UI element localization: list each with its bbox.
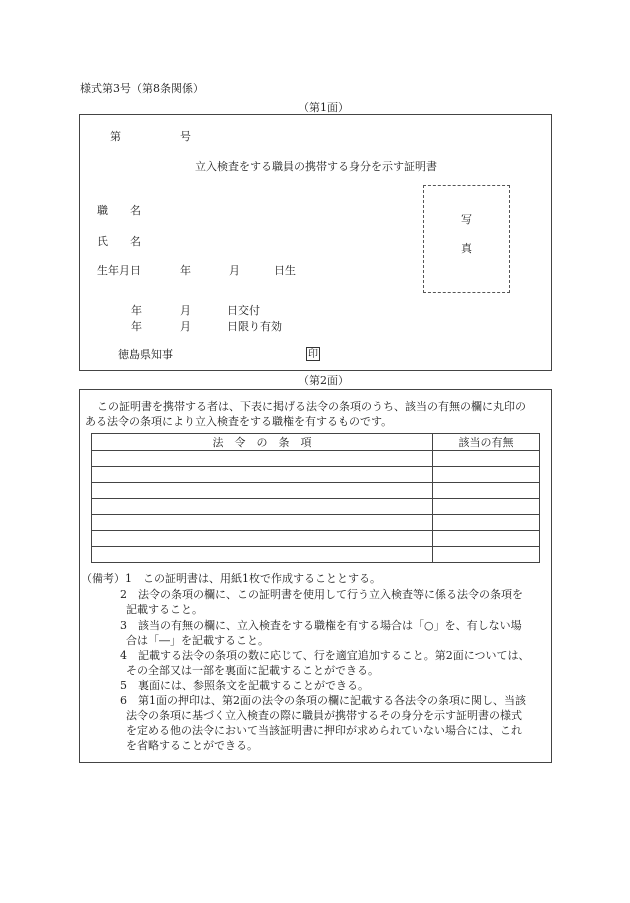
table-row (92, 547, 540, 563)
name-label: 氏 名 (97, 235, 141, 248)
valid-year: 年 (131, 320, 142, 333)
issue-year: 年 (131, 304, 142, 317)
valid-month: 月 (180, 320, 191, 333)
note-line: 記載すること。 (126, 603, 203, 616)
issue-day: 日交付 (227, 304, 260, 317)
applicability-cell (433, 531, 540, 547)
page1-label: （第1面） (298, 101, 349, 114)
law-article-cell (92, 547, 433, 563)
birth-year: 年 (180, 264, 191, 277)
table-row (92, 467, 540, 483)
applicability-cell (433, 483, 540, 499)
number-suffix: 号 (180, 130, 191, 143)
law-article-cell (92, 515, 433, 531)
photo-placeholder (423, 185, 510, 293)
law-article-cell (92, 531, 433, 547)
note-line: 2 法令の条項の欄に、この証明書を使用して行う立入検査等に係る法令の条項を (120, 588, 523, 601)
note-line: 3 該当の有無の欄に、立入検査をする職権を有する場合は「○」を、有しない場 (120, 619, 522, 632)
note-line: 5 裏面には、参照条文を記載することができる。 (120, 679, 369, 692)
applicability-cell (433, 499, 540, 515)
law-table-header-row (92, 434, 540, 451)
form-number: 様式第3号（第8条関係） (80, 82, 204, 95)
applicability-cell (433, 547, 540, 563)
law-table (91, 433, 540, 563)
law-article-cell (92, 467, 433, 483)
law-article-cell (92, 451, 433, 467)
law-article-cell (92, 499, 433, 515)
applicability-cell (433, 515, 540, 531)
page2-label: （第2面） (298, 374, 349, 387)
note-line: を定める他の法令において当該証明書に押印が求められていない場合には、これ (126, 724, 522, 737)
photo-label-1: 写 (461, 213, 472, 226)
valid-day: 日限り有効 (227, 320, 282, 333)
note-line: 法令の条項に基づく立入検査の際に職員が携帯するその身分を示す証明書の様式 (126, 709, 522, 722)
table-row (92, 483, 540, 499)
note-line: 4 記載する法令の条項の数に応じて、行を適宜追加すること。第2面については、 (120, 649, 530, 662)
note-line: 合は「―」を記載すること。 (126, 634, 269, 647)
law-article-cell (92, 483, 433, 499)
applicability-cell (433, 451, 540, 467)
position-label: 職 名 (97, 204, 141, 217)
seal-mark: 印 (308, 349, 318, 360)
applicability-header: 該当の有無 (433, 434, 540, 451)
intro-line-2: ある法令の条項により立入検査をする職権を有するものです。 (85, 415, 393, 428)
table-row (92, 499, 540, 515)
note-line: を省略することができる。 (126, 739, 258, 752)
table-row (92, 531, 540, 547)
law-article-header: 法 令 の 条 項 (92, 434, 433, 451)
birthdate-label: 生年月日 (97, 264, 141, 277)
note-line: （備考）1 この証明書は、用紙1枚で作成することとする。 (81, 572, 381, 585)
photo-label-2: 真 (461, 242, 472, 255)
issue-month: 月 (180, 304, 191, 317)
applicability-cell (433, 467, 540, 483)
note-line: その全部又は一部を裏面に記載することができる。 (126, 664, 379, 677)
note-line: 6 第1面の押印は、第2面の法令の条項の欄に記載する各法令の条項に関し、当該 (120, 694, 526, 707)
table-row (92, 515, 540, 531)
birth-month: 月 (229, 264, 240, 277)
certificate-title: 立入検査をする職員の携帯する身分を示す証明書 (195, 160, 437, 173)
birth-day: 日生 (274, 264, 296, 277)
table-row (92, 451, 540, 467)
intro-line-1: この証明書を携帯する者は、下表に掲げる法令の条項のうち、該当の有無の欄に丸印の (97, 400, 526, 413)
number-prefix: 第 (110, 130, 121, 143)
issuer: 徳島県知事 (118, 348, 173, 361)
